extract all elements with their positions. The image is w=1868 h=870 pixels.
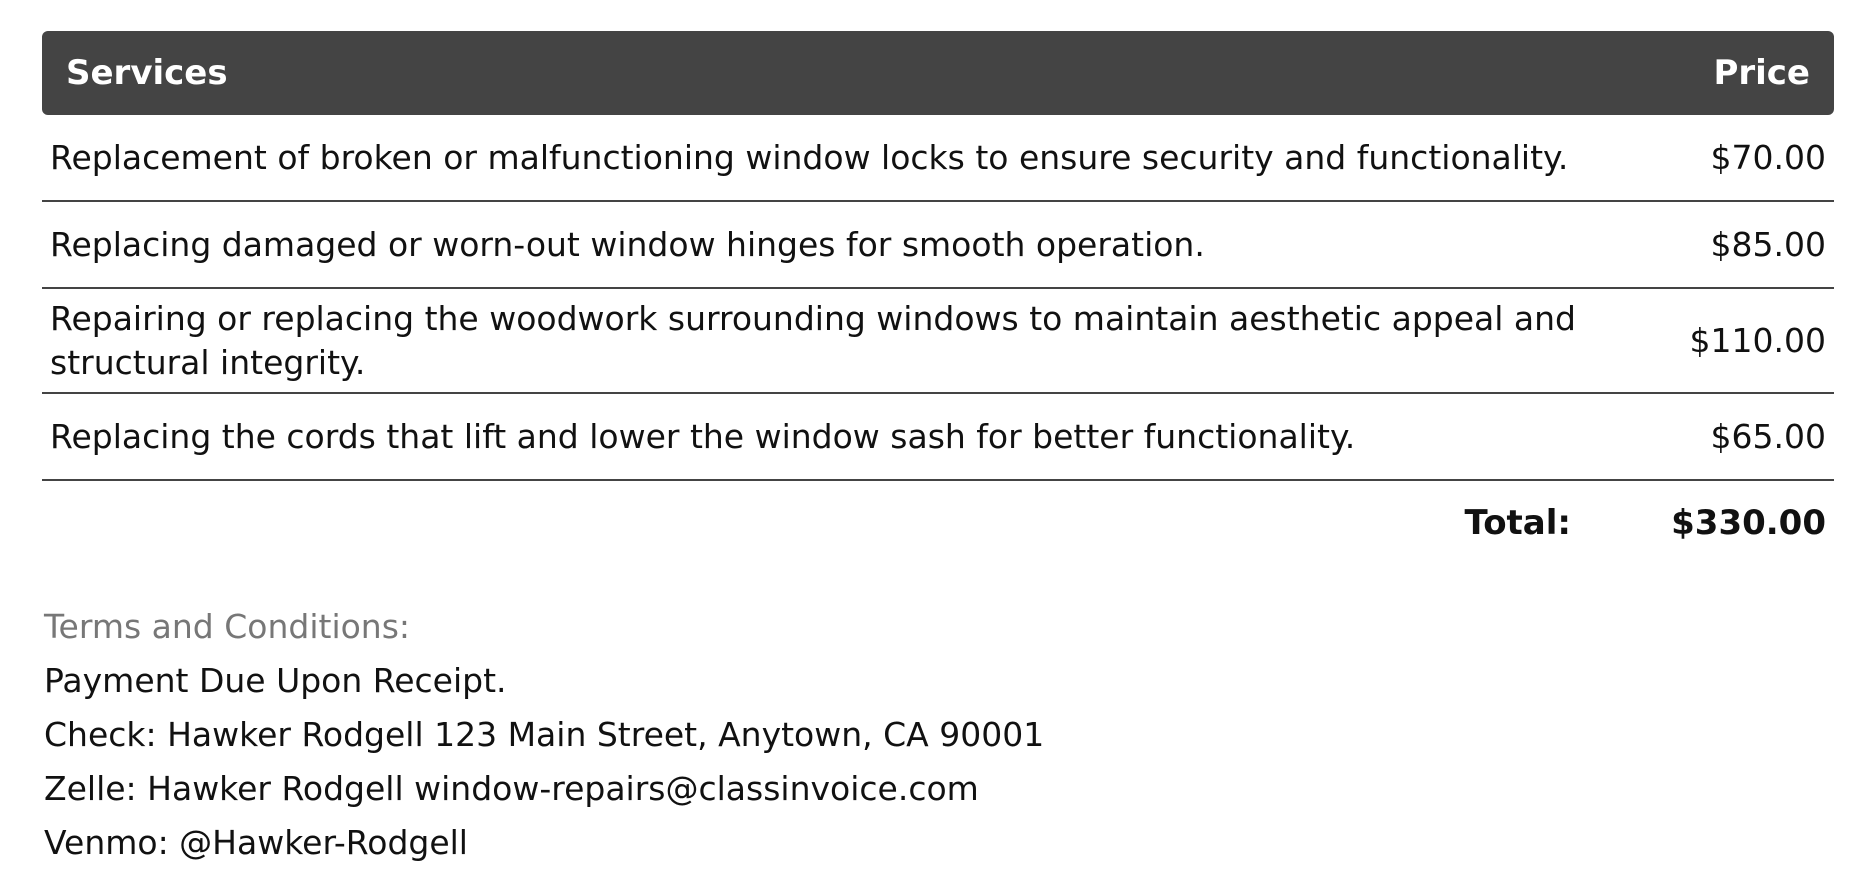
service-description: Replacing damaged or worn-out window hinges for smooth operation. [50, 224, 1205, 264]
terms-section [44, 600, 1044, 870]
total-row [42, 481, 1834, 565]
zelle-payment-line: Zelle: Hawker Rodgell window-repairs@classinvoice.com [44, 769, 979, 808]
table-row [42, 289, 1834, 394]
service-description: Replacement of broken or malfunctioning window locks to ensure security and functionality. [50, 137, 1569, 177]
service-price: $85.00 [1710, 225, 1826, 264]
service-price: $65.00 [1710, 417, 1826, 456]
check-payment-line: Check: Hawker Rodgell 123 Main Street, Anytown, CA 90001 [44, 715, 1045, 754]
total-value: $330.00 [1671, 503, 1826, 543]
table-row [42, 202, 1834, 289]
terms-title: Terms and Conditions: [44, 607, 411, 646]
total-label: Total: [1464, 503, 1571, 543]
services-table [42, 31, 1834, 565]
services-column-header: Services [66, 53, 228, 93]
table-row [42, 115, 1834, 202]
service-description: Replacing the cords that lift and lower the window sash for better functionality. [50, 416, 1356, 456]
table-header [42, 31, 1834, 115]
payment-due-line: Payment Due Upon Receipt. [44, 661, 507, 700]
service-description: Repairing or replacing the woodwork surrounding windows to maintain aesthetic appeal and structural integrity. [50, 298, 1576, 382]
service-price: $110.00 [1689, 321, 1826, 360]
table-row [42, 394, 1834, 481]
price-column-header: Price [1713, 53, 1810, 93]
venmo-payment-line: Venmo: @Hawker-Rodgell [44, 823, 468, 862]
service-price: $70.00 [1710, 138, 1826, 177]
